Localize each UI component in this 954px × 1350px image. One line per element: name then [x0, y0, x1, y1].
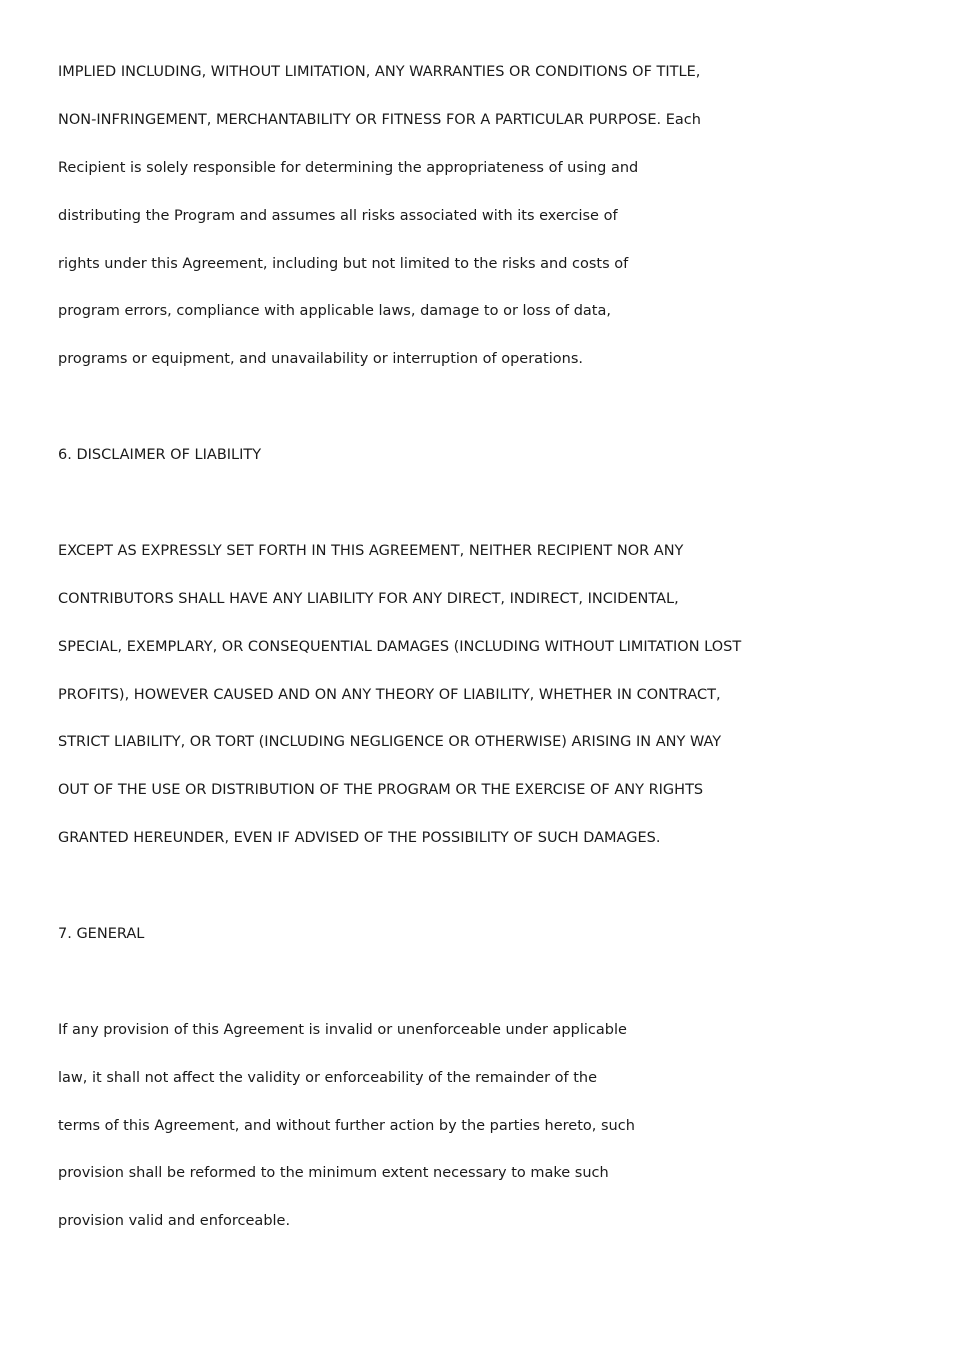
text-line: program errors, compliance with applicable laws, damage to or loss of data,: [58, 303, 611, 320]
text-line: provision shall be reformed to the minimum extent necessary to make such: [58, 1165, 609, 1182]
section-7-body: [58, 1018, 918, 1257]
text-line: rights under this Agreement, including but not limited to the risks and costs of: [58, 255, 629, 272]
document-page: [58, 60, 918, 1257]
blank-line: [58, 491, 918, 539]
blank-line: [58, 395, 918, 443]
text-line: NON-INFRINGEMENT, MERCHANTABILITY OR FITNESS FOR A PARTICULAR PURPOSE. Each: [58, 111, 701, 128]
text-line: EXCEPT AS EXPRESSLY SET FORTH IN THIS AGREEMENT, NEITHER RECIPIENT NOR ANY: [58, 542, 684, 559]
text-line: terms of this Agreement, and without further action by the parties hereto, such: [58, 1117, 635, 1134]
text-line: Recipient is solely responsible for determining the appropriateness of using and: [58, 159, 639, 176]
text-line: provision valid and enforceable.: [58, 1213, 291, 1230]
text-line: STRICT LIABILITY, OR TORT (INCLUDING NEGLIGENCE OR OTHERWISE) ARISING IN ANY WAY: [58, 734, 722, 751]
blank-line: [58, 874, 918, 922]
section-6-heading: 6. DISCLAIMER OF LIABILITY: [58, 447, 262, 464]
text-line: distributing the Program and assumes all risks associated with its exercise of: [58, 207, 618, 224]
text-line: CONTRIBUTORS SHALL HAVE ANY LIABILITY FOR ANY DIRECT, INDIRECT, INCIDENTAL,: [58, 590, 679, 607]
text-line: OUT OF THE USE OR DISTRIBUTION OF THE PROGRAM OR THE EXERCISE OF ANY RIGHTS: [58, 782, 704, 799]
text-line: IMPLIED INCLUDING, WITHOUT LIMITATION, ANY WARRANTIES OR CONDITIONS OF TITLE,: [58, 64, 701, 80]
text-line: PROFITS), HOWEVER CAUSED AND ON ANY THEORY OF LIABILITY, WHETHER IN CONTRACT,: [58, 686, 721, 703]
section-6-body: [58, 539, 918, 874]
text-line: programs or equipment, and unavailability or interruption of operations.: [58, 351, 583, 368]
section-7-heading: 7. GENERAL: [58, 926, 145, 943]
text-line: If any provision of this Agreement is invalid or unenforceable under applicable: [58, 1021, 627, 1038]
text-line: GRANTED HEREUNDER, EVEN IF ADVISED OF THE POSSIBILITY OF SUCH DAMAGES.: [58, 830, 661, 847]
blank-line: [58, 970, 918, 1018]
text-line: law, it shall not affect the validity or enforceability of the remainder of the: [58, 1069, 598, 1086]
text-line: SPECIAL, EXEMPLARY, OR CONSEQUENTIAL DAMAGES (INCLUDING WITHOUT LIMITATION LOST: [58, 638, 742, 655]
paragraph-warranty-disclaimer-tail: [58, 60, 918, 395]
